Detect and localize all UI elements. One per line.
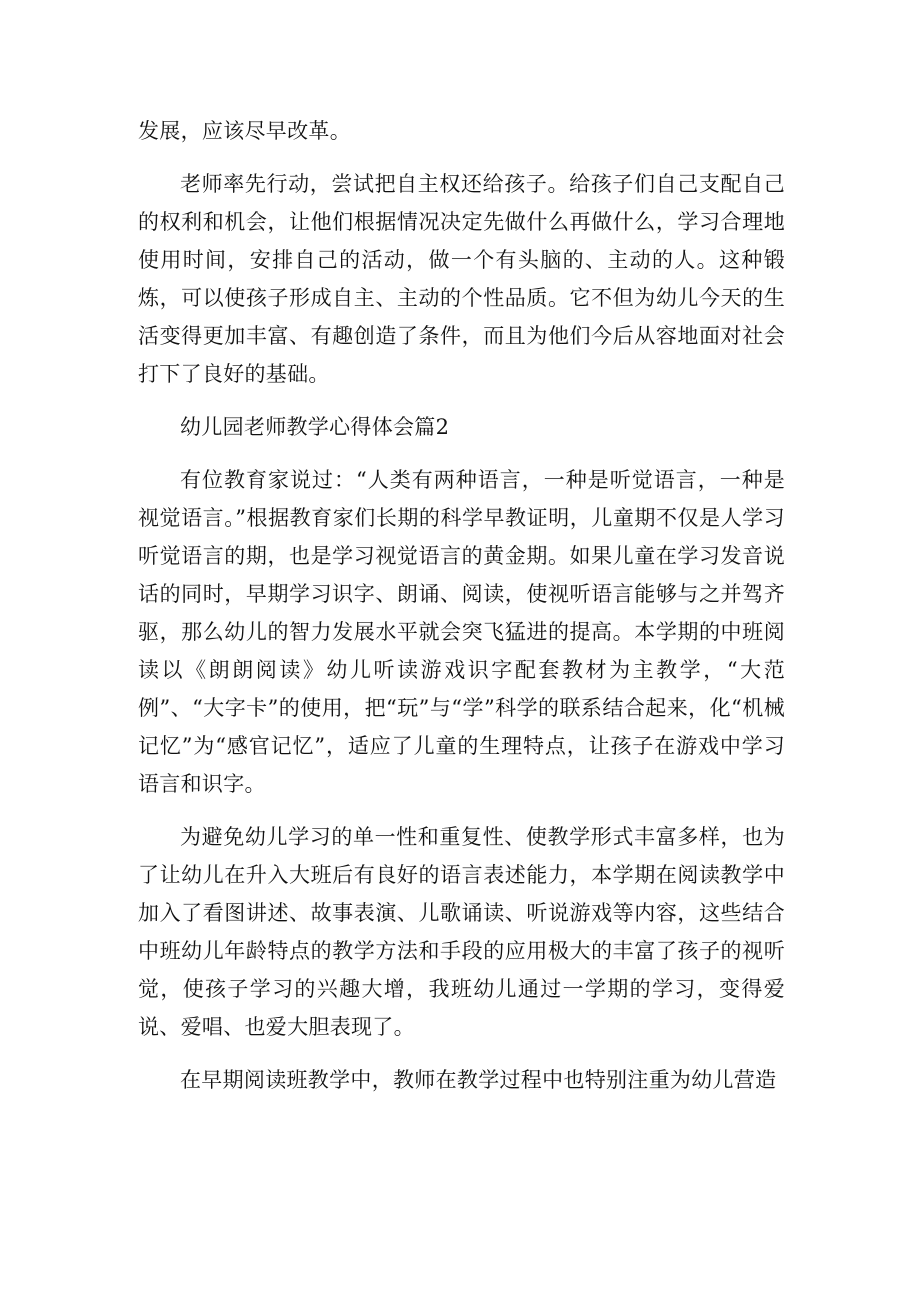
paragraph-language: 有位教育家说过：“人类有两种语言，一种是听觉语言，一种是视觉语言。”根据教育家们长期的科学早教证明，儿童期不仅是人学习听觉语言的期，也是学习视觉语言的黄金期。如果儿童在学习发音说话的同时，早期学习识字、朗诵、阅读，使视听语言能够与之并驾齐驱，那么幼儿的智力发展水平就会突飞猛进的提高。本学期的中班阅读以《朗朗阅读》幼儿听读游戏识字配套教材为主教学，“大范例”、“大字卡”的使用，把“玩”与“学”科学的联系结合起来，化“机械记忆”为“感官记忆”，适应了儿童的生理特点，让孩子在游戏中学习语言和识字。 (138, 468, 785, 796)
section-heading: 幼儿园老师教学心得体会篇2 (180, 415, 450, 439)
document-page (138, 112, 785, 1114)
paragraph-autonomy: 老师率先行动，尝试把自主权还给孩子。给孩子们自己支配自己的权利和机会，让他们根据情况决定先做什么再做什么，学习合理地使用时间，安排自己的活动，做一个有头脑的、主动的人。这种锻炼，可以使孩子形成自主、主动的个性品质。它不但为幼儿今天的生活变得更加丰富、有趣创造了条件，而且为他们今后从容地面对社会打下了良好的基础。 (138, 172, 785, 386)
paragraph-early-reading: 在早期阅读班教学中，教师在教学过程中也特别注重为幼儿营造 (180, 1068, 777, 1092)
paragraph-continuation: 发展，应该尽早改革。 (138, 119, 351, 143)
paragraph-teaching-forms: 为避免幼儿学习的单一性和重复性、使教学形式丰富多样，也为了让幼儿在升入大班后有良好的语言表述能力，本学期在阅读教学中加入了看图讲述、故事表演、儿歌诵读、听说游戏等内容，这些结合中班幼儿年龄特点的教学方法和手段的应用极大的丰富了孩子的视听觉，使孩子学习的兴趣大增，我班幼儿通过一学期的学习，变得爱说、爱唱、也爱大胆表现了。 (138, 825, 785, 1039)
